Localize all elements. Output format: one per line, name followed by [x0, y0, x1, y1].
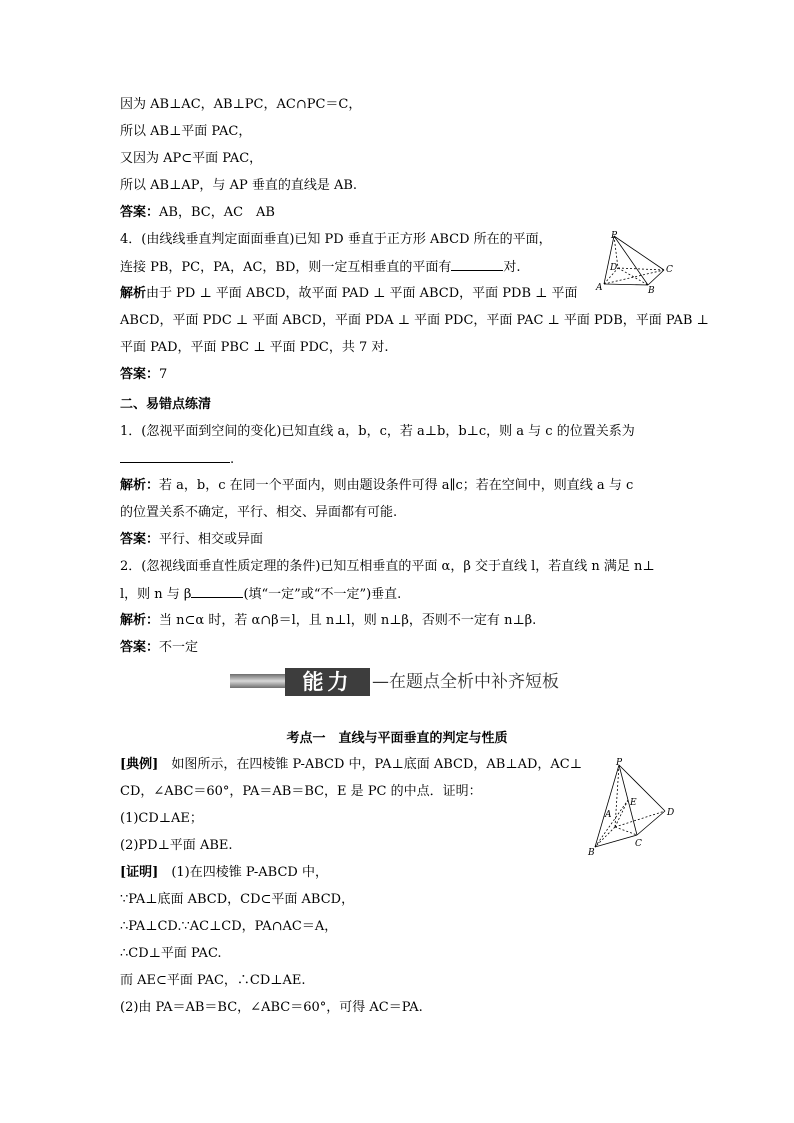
answer-label: 答案：	[120, 367, 160, 382]
analysis-line	[120, 285, 578, 303]
proof-line: (2)由 PA＝AB＝BC，∠ABC＝60°，可得 AC＝PA.	[120, 1000, 423, 1015]
example-text: 如图所示，在四棱锥 P-ABCD 中，PA⊥底面 ABCD，AB⊥AD，AC⊥	[158, 757, 582, 772]
answer-blank	[451, 258, 503, 271]
answer-blank	[120, 450, 230, 463]
question-4-text: 连接 PB，PC，PA，AC，BD，则一定互相垂直的平面有	[120, 260, 452, 275]
analysis-line: ABCD，平面 PDC ⊥ 平面 ABCD，平面 PDA ⊥ 平面 PDC，平面 PAC ⊥ 平面 PDB，平面 PAB ⊥	[120, 313, 709, 328]
answer-text: AB，BC，AC AB	[159, 205, 275, 220]
answer-label: 答案：	[120, 532, 160, 547]
question-4-line-1: 4．(由线线垂直判定面面垂直)已知 PD 垂直于正方形 ABCD 所在的平面，	[120, 232, 552, 247]
example-label: [典例]	[120, 757, 159, 772]
analysis-line	[120, 477, 633, 495]
section-banner	[230, 668, 570, 696]
answer-line	[120, 204, 275, 222]
question-text: l，则 n 与 β	[120, 587, 192, 602]
text-line: 所以 AB⊥AP，与 AP 垂直的直线是 AB.	[120, 178, 358, 193]
vertex-label: B	[648, 286, 655, 296]
vertex-label: A	[605, 810, 612, 820]
example-line: (1)CD⊥AE；	[120, 811, 203, 826]
example-line	[120, 756, 582, 774]
error-question-1-line-2	[120, 450, 234, 469]
question-text: (填“一定”或“不一定”)垂直.	[243, 587, 402, 602]
analysis-label: 解析：	[120, 478, 160, 493]
answer-line	[120, 531, 263, 549]
answer-line	[120, 366, 167, 384]
vertex-label: D	[610, 263, 618, 273]
analysis-line: 的位置关系不确定，平行、相交、异面都有可能.	[120, 505, 398, 520]
vertex-label: B	[588, 848, 595, 858]
vertex-label: P	[611, 231, 618, 241]
vertex-label: P	[616, 758, 623, 768]
vertex-label: C	[635, 839, 642, 849]
analysis-text: 当 n⊂α 时，若 α∩β＝l，且 n⊥l，则 n⊥β，否则不一定有 n⊥β.	[159, 613, 537, 628]
vertex-label: C	[666, 265, 673, 275]
proof-line: 而 AE⊂平面 PAC，∴CD⊥AE.	[120, 973, 306, 988]
banner-title: 能力	[285, 668, 370, 696]
analysis-line: 平面 PAD，平面 PBC ⊥ 平面 PDC，共 7 对.	[120, 340, 389, 355]
proof-line	[120, 864, 328, 882]
analysis-line	[120, 612, 536, 630]
example-line: (2)PD⊥平面 ABE.	[120, 838, 233, 853]
answer-label: 答案：	[120, 205, 160, 220]
error-question-2-line-2	[120, 585, 401, 604]
period: .	[230, 452, 235, 467]
proof-label: [证明]	[120, 865, 159, 880]
vertex-label: A	[596, 283, 603, 293]
question-4-line-2	[120, 258, 521, 277]
vertex-label: D	[667, 808, 675, 818]
example-line: CD，∠ABC＝60°，PA＝AB＝BC，E 是 PC 的中点．证明：	[120, 784, 482, 799]
pyramid-figure-1	[592, 230, 678, 296]
analysis-text: 若 a，b，c 在同一个平面内，则由题设条件可得 a∥c；若在空间中，则直线 a 与 c	[159, 478, 634, 493]
answer-blank	[191, 585, 243, 598]
text-line: 又因为 AP⊂平面 PAC，	[120, 151, 263, 166]
pyramid-figure-2	[585, 755, 685, 859]
proof-line: ∵PA⊥底面 ABCD，CD⊂平面 ABCD，	[120, 892, 355, 907]
vertex-label: E	[630, 798, 637, 808]
answer-text: 不一定	[159, 640, 199, 655]
banner-bar	[230, 674, 285, 688]
text-line: 因为 AB⊥AC，AB⊥PC，AC∩PC＝C，	[120, 97, 362, 112]
proof-text: (1)在四棱锥 P-ABCD 中，	[158, 865, 328, 880]
error-question-1-line-1: 1．(忽视平面到空间的变化)已知直线 a，b，c，若 a⊥b，b⊥c，则 a 与 c 的位置关系为	[120, 424, 635, 439]
text-line: 所以 AB⊥平面 PAC，	[120, 124, 252, 139]
error-question-2-line-1: 2．(忽视线面垂直性质定理的条件)已知互相垂直的平面 α，β 交于直线 l，若直线 n 满足 n⊥	[120, 559, 655, 574]
proof-line: ∴CD⊥平面 PAC.	[120, 946, 222, 961]
answer-label: 答案：	[120, 640, 160, 655]
answer-text: 7	[159, 367, 168, 382]
analysis-label: 解析	[120, 286, 147, 301]
topic-heading: 考点一 直线与平面垂直的判定与性质	[286, 731, 508, 746]
proof-line: ∴PA⊥CD.∵AC⊥CD，PA∩AC＝A，	[120, 919, 338, 934]
answer-text: 平行、相交或异面	[159, 532, 264, 547]
section-heading: 二、易错点练清	[120, 397, 212, 412]
question-4-suffix: 对.	[503, 260, 521, 275]
answer-line	[120, 639, 198, 657]
banner-subtitle: —在题点全析中补齐短板	[372, 672, 559, 692]
analysis-text: 由于 PD ⊥ 平面 ABCD，故平面 PAD ⊥ 平面 ABCD，平面 PDB ⊥ 平面	[146, 286, 578, 301]
analysis-label: 解析：	[120, 613, 160, 628]
